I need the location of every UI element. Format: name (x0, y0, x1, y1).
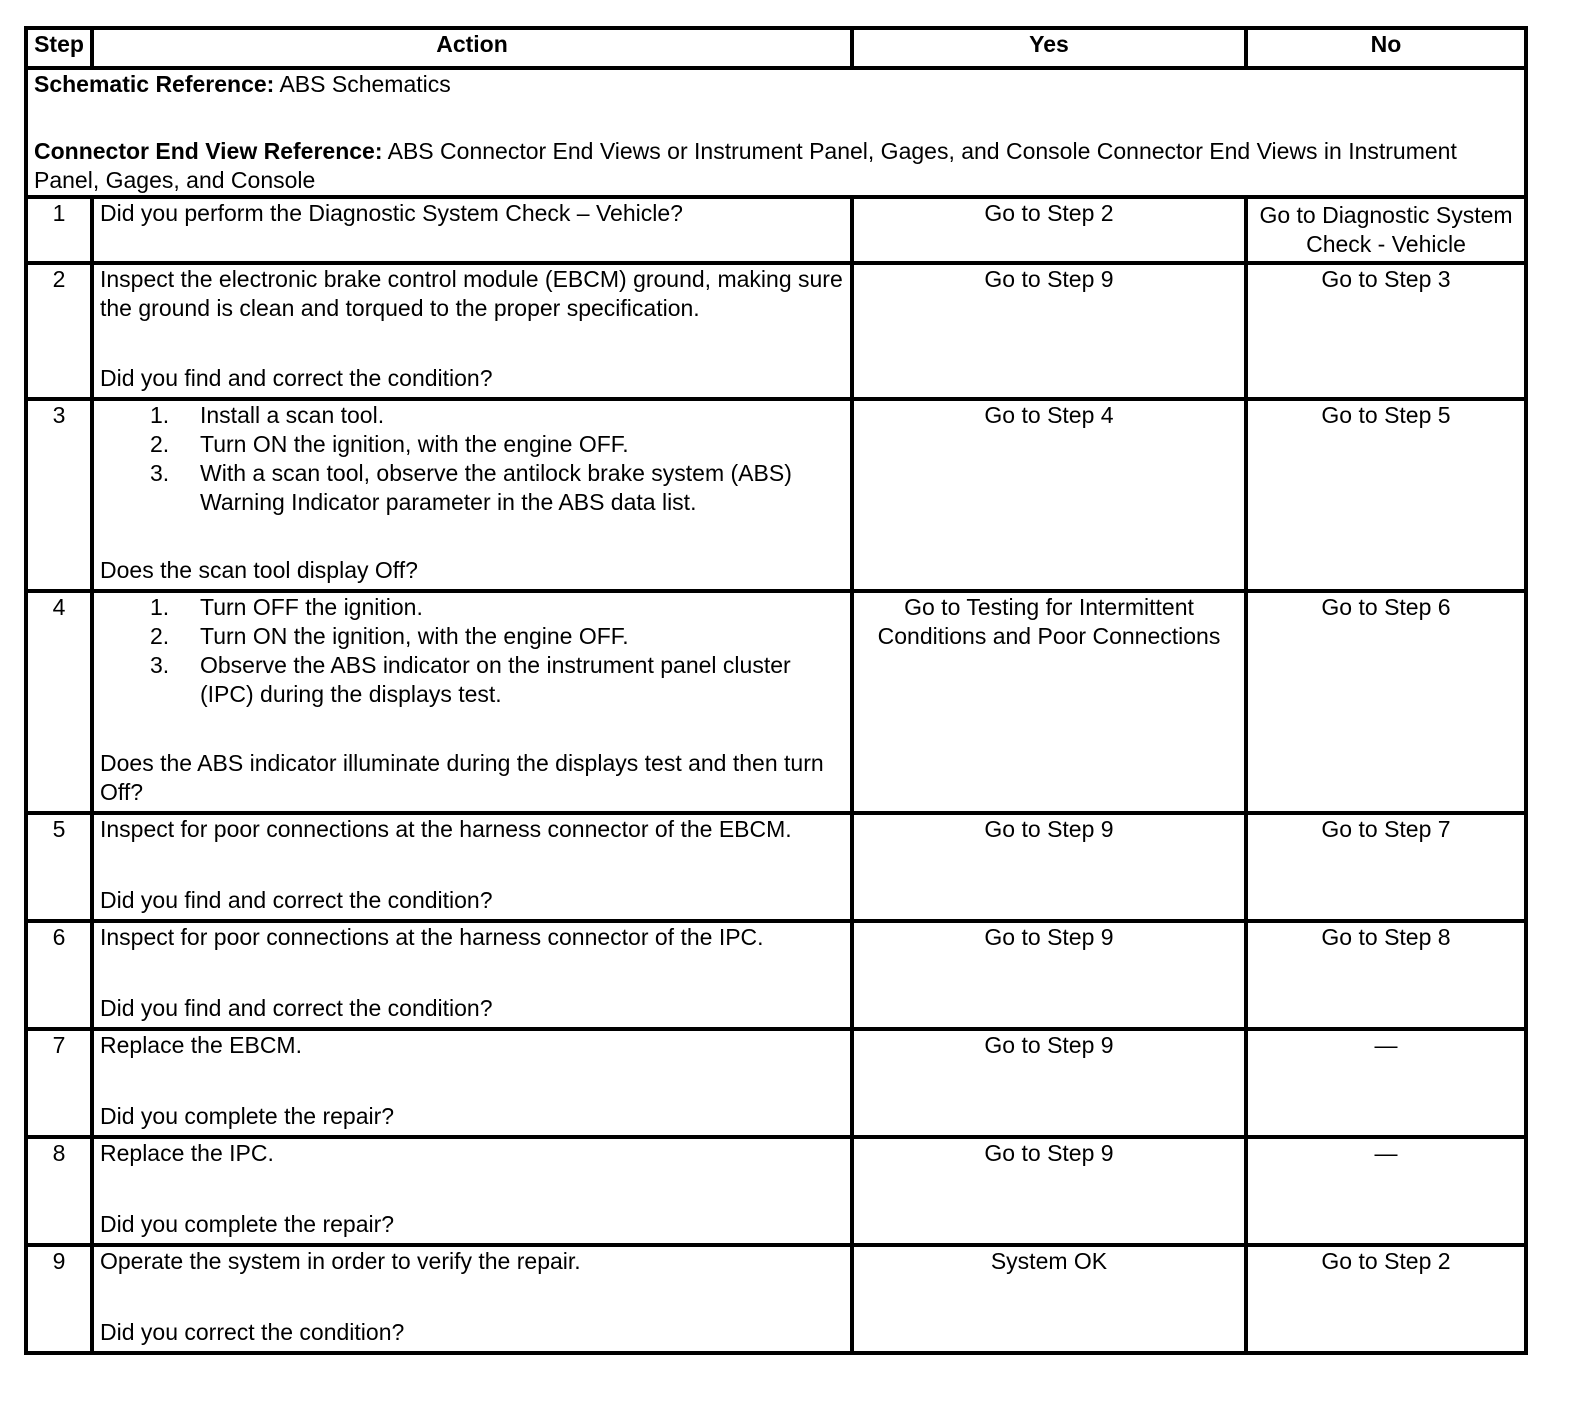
step-number: 7 (26, 1029, 92, 1137)
substep-text: With a scan tool, observe the antilock brake system (ABS) Warning Indicator parameter in the ABS data list. (200, 460, 792, 515)
action-question: Did you complete the repair? (100, 1211, 395, 1237)
step-number: 4 (26, 591, 92, 813)
connector-reference (34, 137, 1518, 195)
action-question: Did you correct the condition? (100, 1319, 405, 1345)
yes-result: Go to Step 9 (852, 1029, 1246, 1137)
no-result: — (1246, 1029, 1526, 1137)
action-question: Did you complete the repair? (100, 1103, 395, 1129)
step-row (26, 263, 1526, 399)
yes-result: Go to Step 9 (852, 921, 1246, 1029)
yes-result: Go to Testing for Intermittent Conditions and Poor Connections (852, 591, 1246, 813)
header-yes: Yes (852, 28, 1246, 68)
step-row (26, 1029, 1526, 1137)
step-number: 8 (26, 1137, 92, 1245)
substep-text: Observe the ABS indicator on the instrument panel cluster (IPC) during the displays test. (200, 652, 791, 707)
substep-item (150, 401, 844, 430)
step-row (26, 1137, 1526, 1245)
reference-row (26, 68, 1526, 197)
action-cell (92, 399, 852, 591)
action-cell (92, 1029, 852, 1137)
substep-number: 2. (150, 431, 170, 457)
step-number: 9 (26, 1245, 92, 1353)
action-text: Inspect for poor connections at the harness connector of the IPC. (100, 924, 764, 950)
action-question: Did you find and correct the condition? (100, 887, 493, 913)
substep-number: 2. (150, 623, 170, 649)
no-result: Go to Step 2 (1246, 1245, 1526, 1353)
step-row (26, 921, 1526, 1029)
connector-reference-text: ABS Connector End Views or Instrument Panel, Gages, and Console Connector End Views in Instrument Panel, Gages, and Console (34, 138, 1457, 193)
action-cell (92, 1245, 852, 1353)
action-cell (92, 591, 852, 813)
action-question: Did you find and correct the condition? (100, 365, 493, 391)
substep-number: 1. (150, 594, 170, 620)
no-result: Go to Step 5 (1246, 399, 1526, 591)
action-text: Did you perform the Diagnostic System Check – Vehicle? (100, 200, 683, 226)
substep-item (150, 593, 844, 622)
diagnostic-table (24, 26, 1528, 1355)
substep-item (150, 459, 844, 517)
no-result: — (1246, 1137, 1526, 1245)
substep-item (150, 430, 844, 459)
action-cell (92, 1137, 852, 1245)
action-question: Did you find and correct the condition? (100, 995, 493, 1021)
step-number: 5 (26, 813, 92, 921)
action-cell (92, 197, 852, 263)
step-number: 3 (26, 399, 92, 591)
action-cell (92, 263, 852, 399)
step-row (26, 197, 1526, 263)
no-result: Go to Step 8 (1246, 921, 1526, 1029)
no-result: Go to Step 3 (1246, 263, 1526, 399)
yes-result: Go to Step 9 (852, 263, 1246, 399)
yes-result: Go to Step 2 (852, 197, 1246, 263)
substep-list (100, 593, 844, 709)
action-cell (92, 813, 852, 921)
schematic-reference-text: ABS Schematics (279, 71, 451, 97)
no-result: Go to Step 7 (1246, 813, 1526, 921)
substep-number: 3. (150, 460, 170, 486)
substep-text: Turn OFF the ignition. (200, 594, 423, 620)
reference-cell (26, 68, 1526, 197)
substep-item (150, 622, 844, 651)
action-question: Does the ABS indicator illuminate during the displays test and then turn Off? (100, 750, 824, 805)
step-row (26, 813, 1526, 921)
step-number: 1 (26, 197, 92, 263)
action-text: Operate the system in order to verify the repair. (100, 1248, 581, 1274)
yes-result: Go to Step 9 (852, 813, 1246, 921)
connector-reference-label: Connector End View Reference: (34, 138, 383, 164)
action-text: Inspect the electronic brake control module (EBCM) ground, making sure the ground is clean and torqued to the proper specification. (100, 266, 843, 321)
schematic-reference (34, 70, 1518, 99)
action-cell (92, 921, 852, 1029)
step-row (26, 399, 1526, 591)
action-text: Inspect for poor connections at the harness connector of the EBCM. (100, 816, 792, 842)
header-step: Step (26, 28, 92, 68)
step-number: 6 (26, 921, 92, 1029)
no-result: Go to Diagnostic System Check - Vehicle (1246, 197, 1526, 263)
action-question: Does the scan tool display Off? (100, 557, 418, 583)
substep-text: Turn ON the ignition, with the engine OFF. (200, 623, 629, 649)
substep-text: Install a scan tool. (200, 402, 385, 428)
step-row (26, 1245, 1526, 1353)
step-row (26, 591, 1526, 813)
substep-item (150, 651, 844, 709)
substep-number: 1. (150, 402, 170, 428)
substep-number: 3. (150, 652, 170, 678)
action-text: Replace the IPC. (100, 1140, 274, 1166)
yes-result: System OK (852, 1245, 1246, 1353)
no-result: Go to Step 6 (1246, 591, 1526, 813)
action-text: Replace the EBCM. (100, 1032, 302, 1058)
header-no: No (1246, 28, 1526, 68)
yes-result: Go to Step 9 (852, 1137, 1246, 1245)
yes-result: Go to Step 4 (852, 399, 1246, 591)
header-row (26, 28, 1526, 68)
schematic-reference-label: Schematic Reference: (34, 71, 275, 97)
substep-list (100, 401, 844, 517)
step-number: 2 (26, 263, 92, 399)
substep-text: Turn ON the ignition, with the engine OFF. (200, 431, 629, 457)
header-action: Action (92, 28, 852, 68)
